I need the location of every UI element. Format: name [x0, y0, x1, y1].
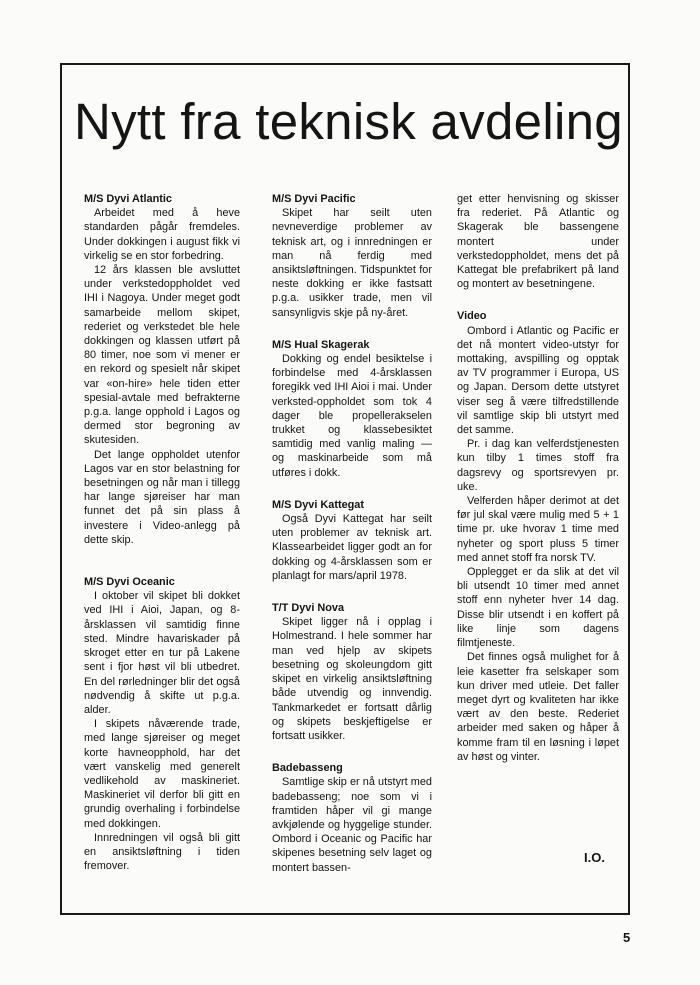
- author-signature: I.O.: [584, 850, 605, 865]
- column-1: [84, 192, 240, 873]
- section-heading: M/S Dyvi Oceanic: [84, 576, 175, 589]
- paragraph: get etter henvisning og skisser fra rederiet. På Atlantic og Skagerak ble bassengene montert under verkstedoppholdet, mens det på Kattegat ble prefabrikert på land og montert av besetningene.: [457, 193, 619, 291]
- section-heading: T/T Dyvi Nova: [272, 602, 345, 615]
- paragraph: Skipet har seilt uten nevneverdige problemer av teknisk art, og i innredningen er man nå ferdig med ansiktsløftningen. Tidspunktet for neste dokking er ikke fastsatt p.g.a. usikker trade, men vil sansynligvis skje på ny-året.: [272, 207, 432, 319]
- column-2: [272, 192, 432, 875]
- paragraph: 12 års klassen ble avsluttet under verkstedoppholdet ved IHI i Nagoya. Under meget godt samarbeide mellom skipet, rederiet og verkstedet ble hele dokkingen og klassen utført på 80 timer, noe som vi mener er en rekord og spesielt når skipet var «on-hire» hele tiden etter spesial-avtale med befrakterne p.g.a. lange opphold i Lagos og dermed stor begroning av skutesiden.: [84, 264, 240, 447]
- page-number: 5: [623, 930, 631, 945]
- section-heading: M/S Dyvi Pacific: [272, 193, 356, 205]
- paragraph: Opplegget er da slik at det vil bli utsendt 10 timer med annet stoff enn nyheter hver 14 dag. Disse blir utsendt i en koffert på like linje som dagens filmtjeneste.: [457, 566, 619, 650]
- paragraph: Innredningen vil også bli gitt en ansiktsløftning i tiden fremover.: [84, 831, 240, 873]
- section-heading: M/S Dyvi Atlantic: [84, 193, 172, 205]
- paragraph: Velferden håper derimot at det før jul skal være mulig med 5 + 1 time pr. uke hvorav 1 time med nyheter og sport pluss 5 timer med annet stoff fra norsk TV.: [457, 495, 619, 564]
- section-heading: Badebasseng: [272, 762, 343, 775]
- section-heading: M/S Hual Skagerak: [272, 338, 370, 351]
- paragraph: Pr. i dag kan velferdstjenesten kun tilby 1 times stoff fra dagsrevy og sportsrevyen pr. uke.: [457, 438, 619, 493]
- paragraph: Også Dyvi Kattegat har seilt uten problemer av teknisk art. Klassearbeidet ligger godt an for dokking og 4-årsklassen som er planlagt for mars/april 1978.: [272, 513, 432, 582]
- section-heading: Video: [457, 310, 487, 323]
- paragraph: Dokking og endel besiktelse i forbindelse med 4-årsklassen foregikk ved IHI Aioi i mai. Under verksted-oppholdet som tok 4 dager ble propellerakselen trukket og klassebesiktet samtidig med vanlig maling — og maskinarbeide som må utføres i dokk.: [272, 353, 432, 479]
- section-heading: M/S Dyvi Kattegat: [272, 498, 364, 511]
- paragraph: Det lange oppholdet utenfor Lagos var en stor belastning for besetningen og når man i tillegg har lange sjøreiser har man funnet det på sin plass å investere i Video-anlegg på dette skip.: [84, 448, 240, 546]
- column-3: [457, 192, 619, 764]
- page-title: Nytt fra teknisk avdeling: [74, 93, 623, 150]
- paragraph: I oktober vil skipet bli dokket ved IHI i Aioi, Japan, og 8-årsklassen vil samtidig finne sted. Mindre havariskader på skroget etter en tur på Lakene sent i fjor høst vil bli utbedret. En del rørledninger blir det også nødvendig å skifte ut p.g.a. alder.: [84, 590, 240, 716]
- paragraph: I skipets nåværende trade, med lange sjøreiser og meget korte havneopphold, har det vært vanskelig med generelt vedlikehold av maskineriet. Maskineriet vil derfor bli gitt en grundig overhaling i forbindelse med dokkingen.: [84, 718, 240, 830]
- paragraph: Samtlige skip er nå utstyrt med badebasseng; noe som vi i framtiden håper vil gi mange avkjølende og hyggelige stunder. Ombord i Oceanic og Pacific har skipenes besetning selv laget og montert bassen-: [272, 776, 432, 874]
- paragraph: Ombord i Atlantic og Pacific er det nå montert video-utstyr for mottaking, avspilling og opptak av TV programmer i Europa, US og Japan. Dersom dette utstyret viser seg å være tilfredstillende vil samtlige skip bli utstyrt med det samme.: [457, 324, 619, 437]
- paragraph: Arbeidet med å heve standarden pågår fremdeles. Under dokkingen i august fikk vi virkelig se en stor forbedring.: [84, 207, 240, 262]
- paragraph: Skipet ligger nå i opplag i Holmestrand. I hele sommer har man ved hjelp av skipets besetning og skoleungdom gitt skipet en virkelig ansiktsløftning både utvendig og innvendig. Tankmarkedet er fortsatt dårlig og skipets beskjeftigelse er fortsatt usikker.: [272, 616, 432, 742]
- paragraph: Det finnes også mulighet for å leie kasetter fra selskaper som kun driver med utleie. Det faller meget dyrt og kvaliteten har ikke vært av den beste. Rederiet arbeider med saken og håper å komme fram til en løsning i løpet av høst og vinter.: [457, 651, 619, 763]
